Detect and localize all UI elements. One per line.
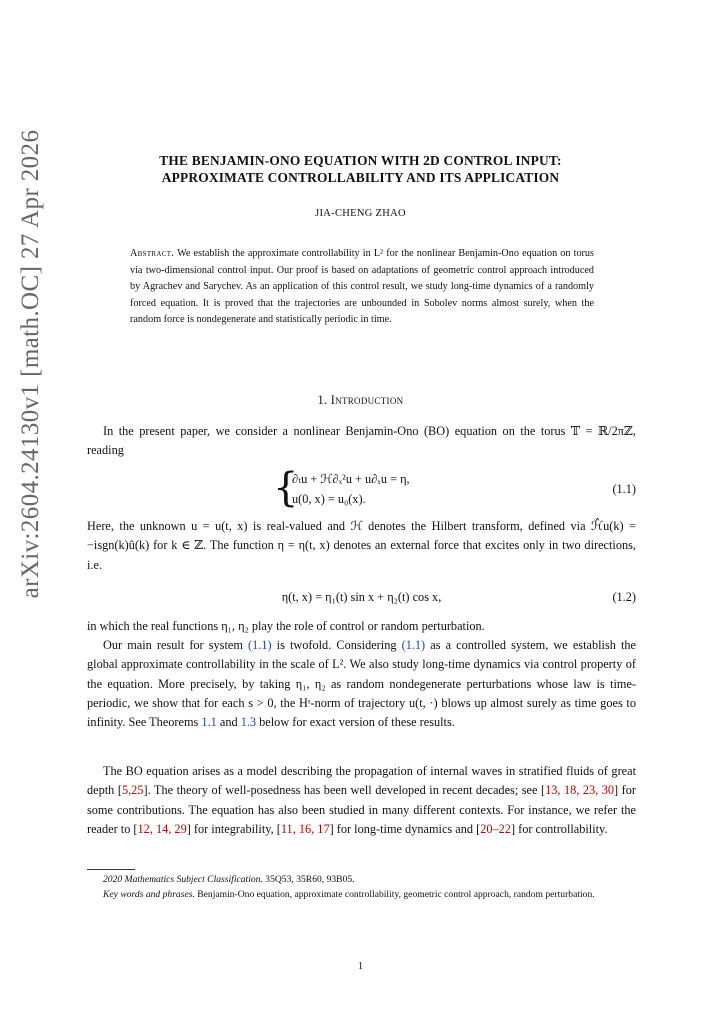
- paragraph-text: The BO equation arises as a model describing the propagation of internal waves in stratified fluids of great depth [5,25]. The theory of well-posedness has been well developed in recent decades; see [13, 18, 23, 30] for some contributions. The equation has also been studied in many different contexts. For instance, we refer the reader to [12, 14, 29] for integrability, [11, 16, 17] for long-time dynamics and [20–22] for controllability.: [87, 764, 636, 836]
- theorem-ref-link[interactable]: 1.3: [240, 715, 257, 730]
- equation-line-2: u(0, x) = u₀(x).: [292, 492, 366, 506]
- intro-paragraph-1: [87, 422, 636, 461]
- section-heading: [60, 393, 661, 408]
- intro-paragraph-5: [87, 762, 636, 839]
- footnote-text: 35Q53, 35R60, 93B05.: [262, 874, 355, 885]
- equation-line-1: ∂ₜu + ℋ∂ₓ²u + u∂ₓu = η,: [292, 472, 410, 486]
- citation-link[interactable]: 12, 14, 29: [137, 821, 187, 836]
- arxiv-identifier: arXiv:2604.24130v1 [math.OC] 27 Apr 2026: [17, 129, 44, 599]
- equation-ref-link[interactable]: (1.1): [401, 638, 426, 652]
- equation-brace: {: [273, 465, 299, 511]
- equation-body: η(t, x) = η₁(t) sin x + η₂(t) cos x,: [281, 590, 442, 604]
- footnote-keywords: [87, 888, 636, 903]
- citation-link[interactable]: 20–22: [480, 821, 511, 836]
- paragraph-text: Our main result for system (1.1) is twofold. Considering (1.1) as a controlled system, we establish the global approximate controllability in the scale of L². We also study long-time dynamics via control property of the equation. More precisely, by taking η₁, η₂ as random nondegenerate perturbations whose law is time-periodic, we show that for each s > 0, the Hˢ-norm of trajectory u(t, ·) blows up almost surely as time goes to infinity. See Theorems 1.1 and 1.3 below for exact version of these results.: [87, 638, 636, 730]
- footnote-msc: [87, 873, 636, 888]
- theorem-ref-link[interactable]: 1.1: [201, 715, 217, 730]
- title-line-1: THE BENJAMIN-ONO EQUATION WITH 2D CONTROL INPUT:: [159, 153, 562, 168]
- footnote-text: Benjamin-Ono equation, approximate controllability, geometric control approach, random perturbation.: [194, 889, 595, 900]
- citation-link[interactable]: 13, 18, 23, 30: [545, 783, 615, 798]
- abstract-text: We establish the approximate controllability in L² for the nonlinear Benjamin-Ono equation on torus via two-dimensional control input. Our proof is based on adaptations of geometric control approach introduced by Agrachev and Sarychev. As an application of this control result, we study long-time dynamics of a randomly forced equation. It is proved that the trajectories are unbounded in Sobolev norms almost surely, when the random force is nondegenerate and statistically periodic in time.: [130, 248, 594, 325]
- footnote-label: 2020 Mathematics Subject Classification.: [103, 874, 263, 885]
- paragraph-text: In the present paper, we consider a nonlinear Benjamin-Ono (BO) equation on the torus 𝕋 = ℝ/2πℤ, reading: [87, 424, 636, 458]
- intro-paragraph-2: [87, 517, 636, 575]
- equation-ref-link[interactable]: (1.1): [248, 638, 272, 652]
- equation-number: (1.1): [612, 482, 636, 496]
- equation-1-2: [87, 590, 636, 610]
- intro-paragraph-3: [87, 617, 636, 636]
- page-number: 1: [357, 961, 364, 972]
- paper-title: [60, 152, 661, 186]
- citation-link[interactable]: 5,25: [121, 783, 144, 798]
- author-name: JIA-CHENG ZHAO: [315, 208, 406, 219]
- abstract: [130, 246, 594, 329]
- paragraph-text: Here, the unknown u = u(t, x) is real-valued and ℋ denotes the Hilbert transform, defined via ℋ̂u(k) = −isgn(k)û(k) for k ∈ ℤ. The function η = η(t, x) denotes an external force that excites only in two directions, i.e.: [87, 519, 636, 572]
- section-title: 1. Introduction: [317, 393, 404, 407]
- paragraph-text: in which the real functions η₁, η₂ play the role of control or random perturbation.: [87, 619, 485, 633]
- title-line-2: APPROXIMATE CONTROLLABILITY AND ITS APPLICATION: [161, 170, 560, 185]
- equation-number: (1.2): [612, 590, 636, 604]
- equation-1-1: [87, 465, 636, 512]
- footnote-label: Key words and phrases.: [103, 889, 195, 900]
- citation-link[interactable]: 11, 16, 17: [280, 821, 330, 836]
- footnote-rule: [87, 869, 135, 870]
- intro-paragraph-4: [87, 636, 636, 732]
- abstract-label: Abstract.: [130, 248, 175, 259]
